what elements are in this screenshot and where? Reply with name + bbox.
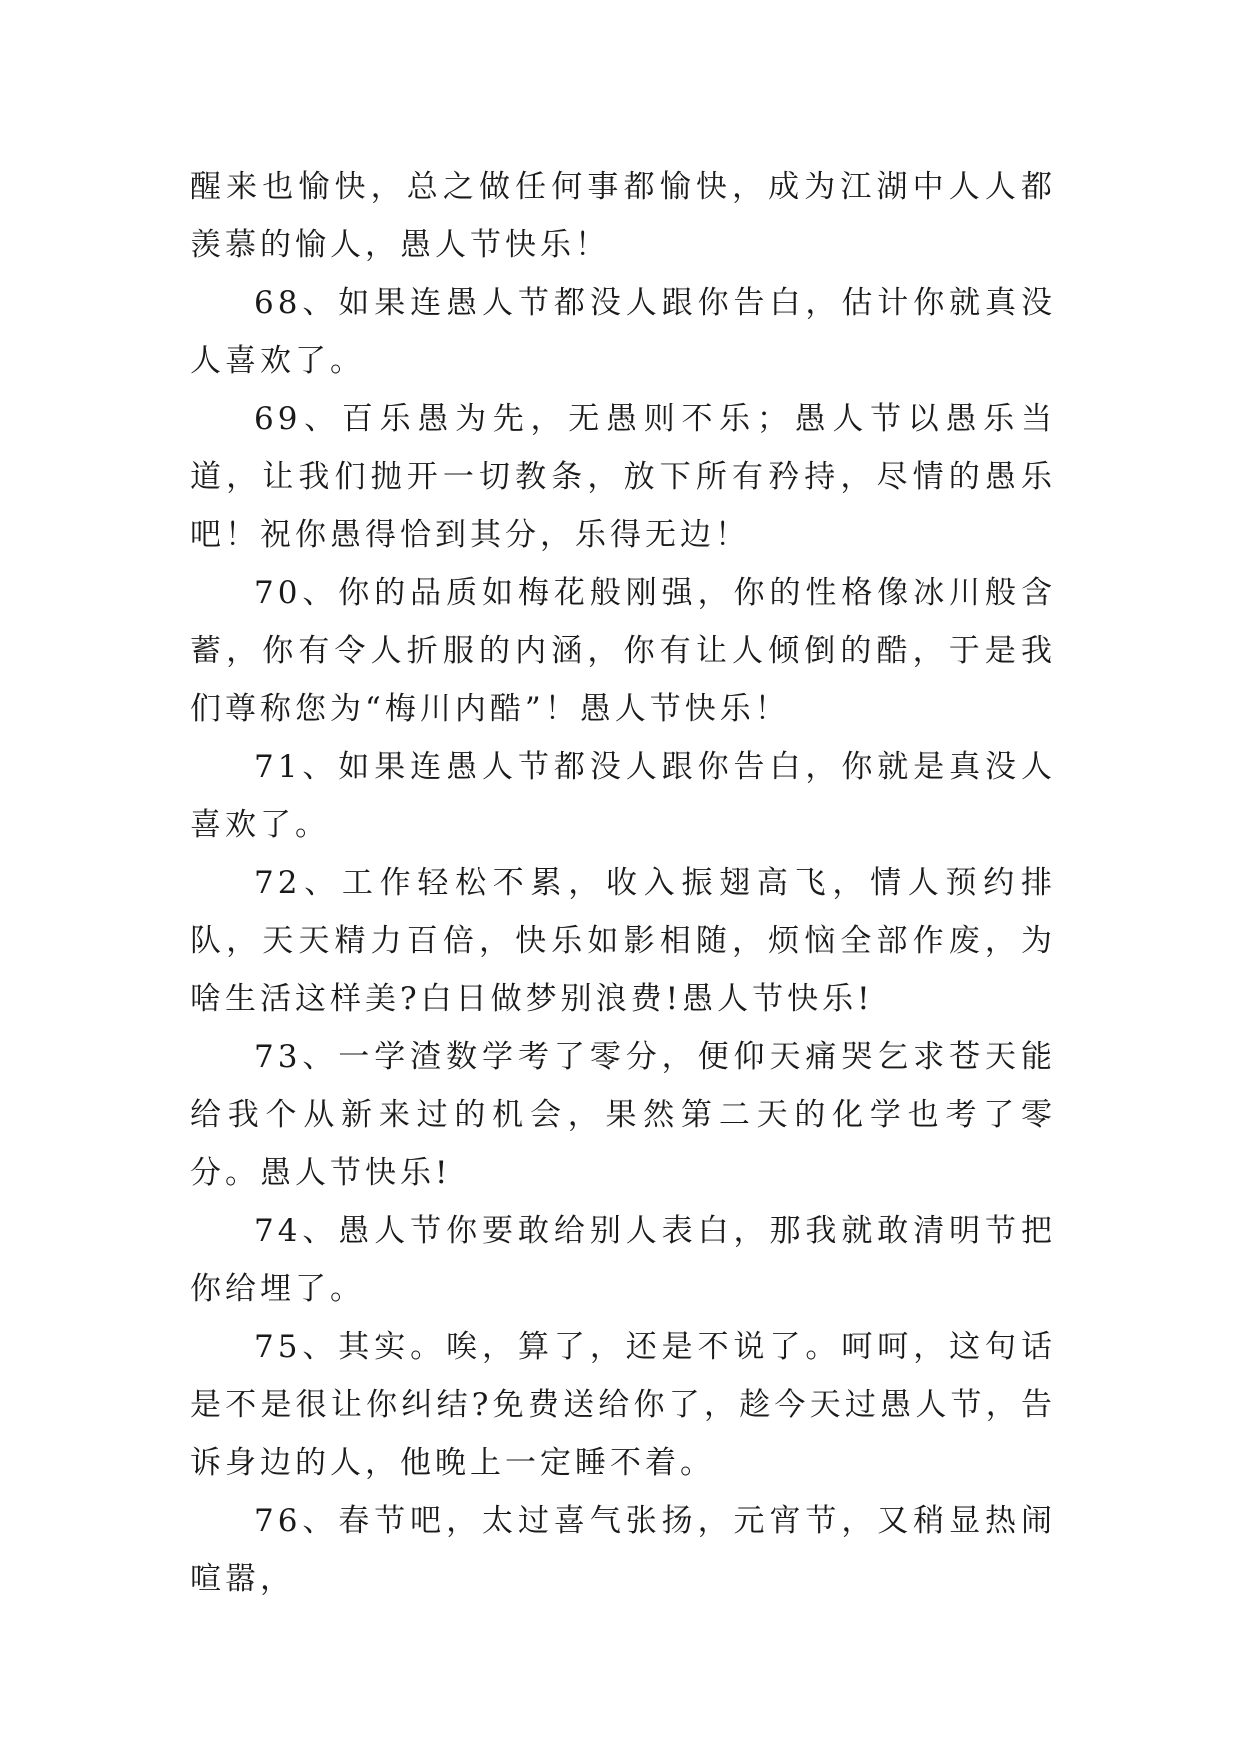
paragraph-71: 71、如果连愚人节都没人跟你告白，你就是真没人喜欢了。 <box>190 749 1056 843</box>
paragraph-74: 74、愚人节你要敢给别人表白，那我就敢清明节把你给埋了。 <box>190 1213 1056 1307</box>
paragraph-continuation: 醒来也愉快，总之做任何事都愉快，成为江湖中人人都羡慕的愉人，愚人节快乐！ <box>190 169 1056 263</box>
paragraph-76: 76、春节吧，太过喜气张扬，元宵节，又稍显热闹喧嚣， <box>190 1503 1056 1597</box>
document-body <box>190 158 1056 1608</box>
paragraph-68: 68、如果连愚人节都没人跟你告白，估计你就真没人喜欢了。 <box>190 285 1056 379</box>
paragraph-73: 73、一学渣数学考了零分，便仰天痛哭乞求苍天能给我个从新来过的机会，果然第二天的化学也考了零分。愚人节快乐! <box>190 1039 1056 1191</box>
paragraph-72: 72、工作轻松不累，收入振翅高飞，情人预约排队，天天精力百倍，快乐如影相随，烦恼全部作废，为啥生活这样美?白日做梦别浪费!愚人节快乐! <box>190 865 1056 1017</box>
paragraph-70: 70、你的品质如梅花般刚强，你的性格像冰川般含蓄，你有令人折服的内涵，你有让人倾倒的酷，于是我们尊称您为“梅川内酷”！愚人节快乐！ <box>190 575 1056 727</box>
paragraph-69: 69、百乐愚为先，无愚则不乐；愚人节以愚乐当道，让我们抛开一切教条，放下所有矜持，尽情的愚乐吧！祝你愚得恰到其分，乐得无边！ <box>190 401 1056 553</box>
paragraph-75: 75、其实。唉，算了，还是不说了。呵呵，这句话是不是很让你纠结?免费送给你了，趁今天过愚人节，告诉身边的人，他晚上一定睡不着。 <box>190 1329 1056 1481</box>
